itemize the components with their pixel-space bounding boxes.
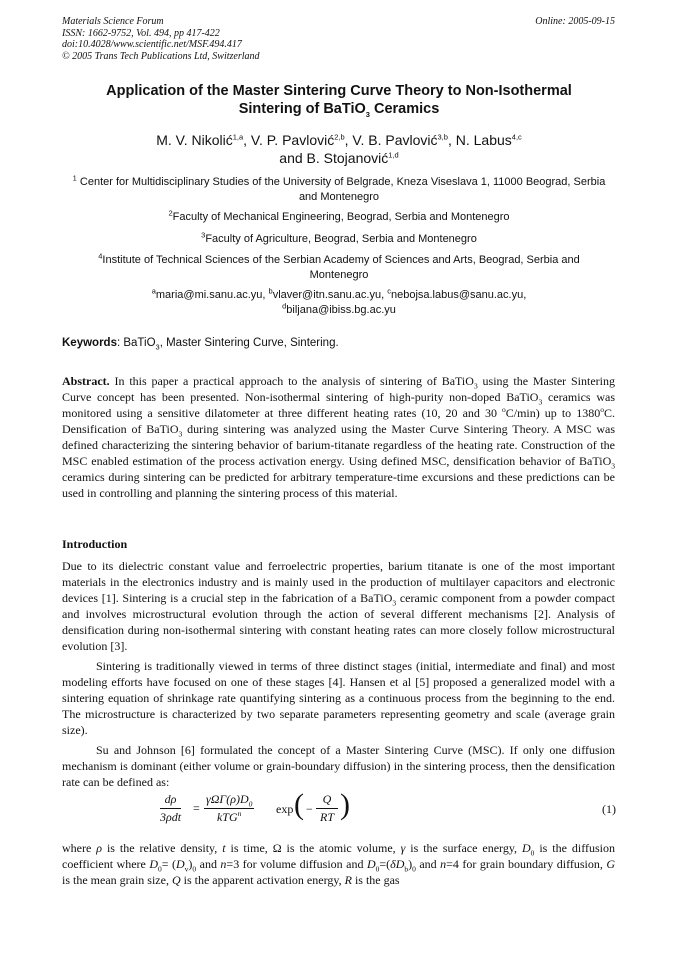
- affiliation-3: $^3$Faculty of Agriculture, Beograd, Serbia and Montenegro: [201, 230, 477, 245]
- author-name: M. V. Nikolić: [156, 132, 233, 148]
- intro-paragraph-2: Sintering is traditionally viewed in terms of three distinct stages (initial, intermediate and final) and most modeling efforts have focused on one of these stages [4]. Hansen et al [5] proposed a generalized model with a sintering equation of shrinkage rate quantifying sintering as a continuous process from the beginning to the end. The microstructure is characterized by two separate parameters representing geometry and scale (average grain size).: [62, 659, 615, 737]
- author-name: and B. Stojanović: [279, 150, 389, 166]
- copyright: © 2005 Trans Tech Publications Ltd, Switzerland: [62, 50, 260, 62]
- doi: doi:10.4028/www.scientific.net/MSF.494.417: [62, 39, 242, 50]
- eq-exp-fraction: $\frac{Q}{RT}$: [316, 792, 338, 825]
- equation-explanation: where ρ is the relative density, t is time, Ω is the atomic volume, γ is the surface energy, $D_0$ is the diffusion coefficient where $D_0= (D_v)_0$ and n=3 for volume diffusion and $D_0=(\delta D_b)_0$ and n=4 for grain boundary diffusion, G is the mean grain size, Q is the apparent activation energy, R is the gas: [62, 841, 616, 887]
- intro-paragraph-3: Su and Johnson [6] formulated the concept of a Master Sintering Curve (MSC). If only one diffusion mechanism is dominant (either volume or grain-boundary diffusion) in the sintering process, then the densification rate can be defined as:: [62, 743, 615, 789]
- affiliation-1: $^1$ Center for Multidisciplinary Studies of the University of Belgrade, Kneza Viseslava 1, 11000 Beograd, Serbia and Montenegro: [72, 173, 606, 203]
- author-list: M. V. Nikolić$^{1,a}$, V. P. Pavlović$^{2,b}$, V. B. Pavlović$^{3,b}$, N. Labus$^{4,c}$ and B. Stojanović$^{1,d}$: [156, 132, 522, 166]
- email-link[interactable]: nebojsa.labus@sanu.ac.yu,: [390, 289, 527, 301]
- eq-lhs-fraction: dρ 3ρdt: [160, 792, 182, 824]
- journal-name: Materials Science Forum: [62, 16, 164, 27]
- email-link[interactable]: maria@mi.sanu.ac.yu,: [155, 289, 269, 301]
- section-heading-introduction: Introduction: [62, 537, 128, 551]
- affiliation-4: $^4$Institute of Technical Sciences of the Serbian Academy of Sciences and Arts, Beograd, Serbia and Montenegro: [98, 251, 580, 281]
- email-link[interactable]: vlaver@itn.sanu.ac.yu,: [272, 289, 388, 301]
- eq-rhs-fraction: $\gamma\Omega\Gamma(\rho)D_0$ kTG$^n$: [206, 792, 253, 824]
- author-name: , V. P. Pavlović: [243, 132, 335, 148]
- intro-paragraph-1: Due to its dielectric constant value and ferroelectric properties, barium titanate is one of the most important materials in the electronics industry and is mainly used in the production of multilayer capacitors and electronic devices [1]. Sintering is a crucial step in the fabrication of a BaTiO$_3$ ceramic component from a powder compact and involves microstructural evolution through the action of several different mechanisms [2]. Analysis of densification during non-isothermal sintering with constant heating rates can more closely follow microstructural evolution [3].: [62, 559, 616, 653]
- journal-header: [62, 16, 260, 62]
- affiliation-2: $^2$Faculty of Mechanical Engineering, Beograd, Serbia and Montenegro: [168, 208, 510, 223]
- equation-1: dρ 3ρdt = $\gamma\Omega\Gamma(\rho)D_0$ kTG$^n$ exp ( − $\frac{Q}{RT}$ ) (1): [160, 788, 616, 824]
- email-link[interactable]: biljana@ibiss.bg.ac.yu: [286, 303, 396, 316]
- abstract: Abstract. In this paper a practical approach to the analysis of sintering of BaTiO$_3$ using the Master Sintering Curve concept has been presented. Non-isothermal sintering of high-purity non-doped BaTiO$_3$ ceramics was monitored using a sensitive dilatometer at three different heating rates (10, 20 and 30 $^o$C/min) up to 1380$^o$C. Densification of BaTiO$_3$ during sintering was analyzed using the Master Curve Sintering Theory. A MSC was defined characterizing the sintering behavior of barium-titanate regardless of the heating rate. Construction of the MSC enabled estimation of the process activation energy. Using defined MSC, densification behavior of BaTiO$_3$ ceramics during sintering can be predicted for arbitrary temperature-time excursions and these predictions can be used in controlling and planning the sintering process of this material.: [62, 374, 615, 500]
- paper-title: Application of the Master Sintering Curve Theory to Non-Isothermal Sintering of BaTiO$_3$ Ceramics: [106, 83, 572, 119]
- email-list: $^a$maria@mi.sanu.ac.yu, $^b$vlaver@itn.sanu.ac.yu, $^c$nebojsa.labus@sanu.ac.yu, $^d$biljana@ibiss.bg.ac.yu: [151, 286, 527, 316]
- abstract-label: Abstract.: [62, 374, 110, 388]
- online-date: Online: 2005-09-15: [535, 16, 615, 27]
- keywords: Keywords: BaTiO$_3$, Master Sintering Curve, Sintering.: [62, 337, 339, 352]
- author-name: , V. B. Pavlović: [344, 132, 438, 148]
- issn: ISSN: 1662-9752, Vol. 494, pp 417-422: [62, 27, 220, 39]
- author-name: , N. Labus: [447, 132, 512, 148]
- equation-number: (1): [602, 802, 616, 816]
